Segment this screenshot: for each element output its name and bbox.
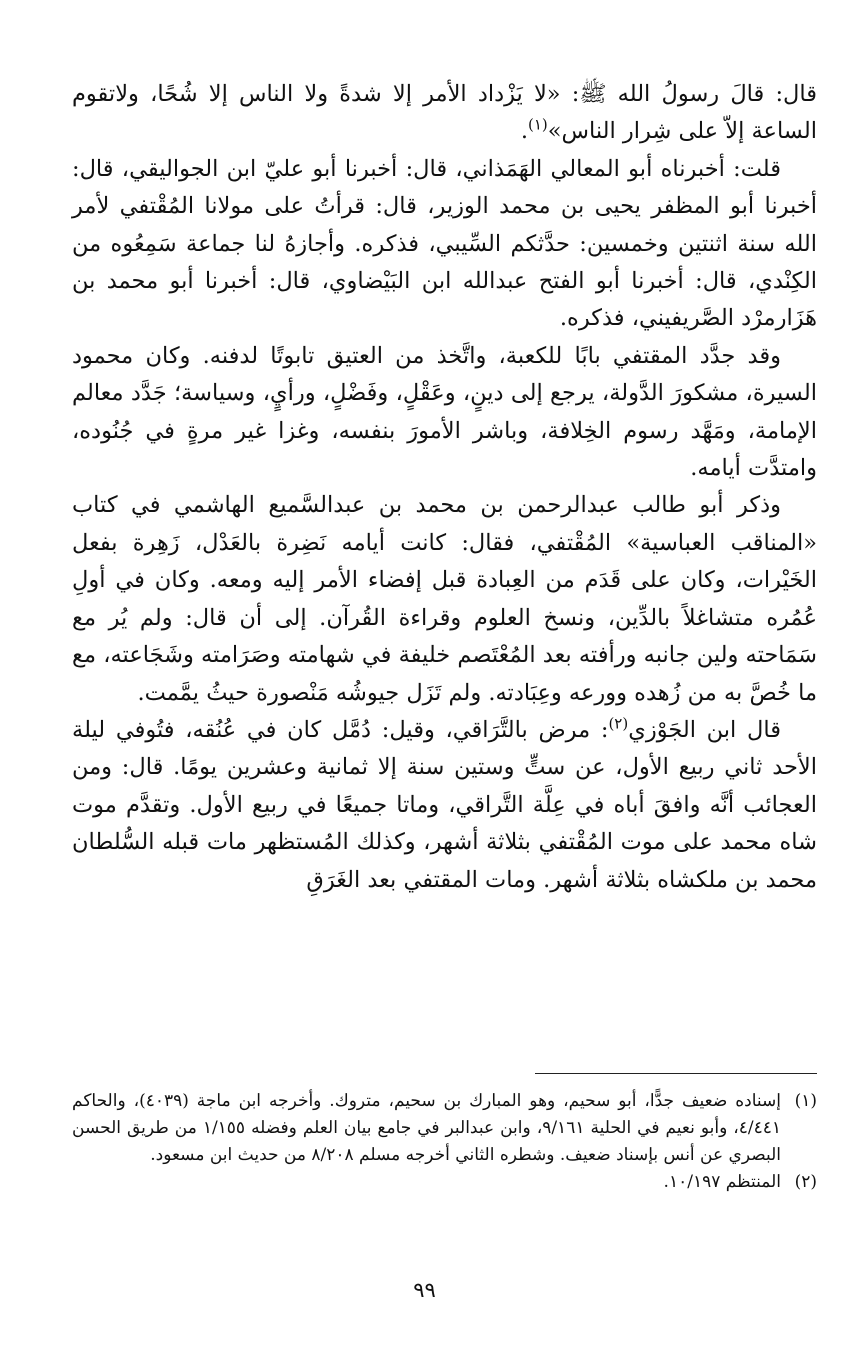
paragraph-isnad: قلت: أخبرناه أبو المعالي الهَمَذاني، قال: أخبرنا أبو عليّ ابن الجواليقي، قال: أخبرنا أبو المظفر يحيى بن محمد الوزير، قال: قرأتُ على مولانا المُقْتفي لأمر الله سنة اثنتين وخمسين: حدَّثكم السِّيبي، فذكره. وأجازهُ لنا جماعة سَمِعُوه من الكِنْدي، قال: أخبرنا أبو الفتح عبدالله ابن البَيْضاوي، قال: أخبرنا أبو محمد بن هَزَارمرْد الصَّريفيني، فذكره. <box>72 155 817 332</box>
paragraph-kaaba: وقد جدَّد المقتفي بابًا للكعبة، واتَّخذ من العتيق تابوتًا لدفنه. وكان محمود السيرة، مشكورَ الدَّولة، يرجع إلى دينٍ، وعَقْلٍ، وفَضْلٍ، ورأيٍ، وسياسة؛ جَدَّد معالم الإمامة، ومَهَّد رسوم الخِلافة، وباشر الأمورَ بنفسه، وغزا غير مرةٍ في جُنُوده، وامتدَّت أيامه. <box>72 342 817 482</box>
footnote-text: المنتظم ١٠/١٩٧. <box>663 1172 781 1192</box>
paragraph-hadith <box>72 76 817 151</box>
paragraph-ibn-jawzi-start: قال ابن الجَوْزي <box>628 716 781 743</box>
footnote-1 <box>72 1088 817 1169</box>
footnote-2 <box>72 1169 817 1196</box>
paragraph-hadith-end: . <box>520 118 528 145</box>
footnote-marker-2: (٢) <box>608 714 629 733</box>
footnote-marker-1: (١) <box>528 115 548 134</box>
paragraph-hadith-text: قال: قالَ رسولُ الله ﷺ: «لا يَزْداد الأمر إلا شدةً ولا الناس إلا شُحًا، ولاتقوم الساعة إلاّ على شِرار الناس» <box>72 81 817 145</box>
paragraph-ibn-jawzi-rest: : مرض بالتَّرَاقي، وقيل: دُمَّل كان في عُنُقه، فتُوفي ليلة الأحد ثاني ربيع الأول، عن ستٍّ وستين سنة إلا ثمانية وعشرين يومًا. قال: ومن العجائب أنَّه وافقَ أباه في عِلَّة التَّراقي، وماتا جميعًا في ربيع الأول. وتقدَّم موت شاه محمد على موت المُقْتفي بثلاثة أشهر، وكذلك المُستظهر مات قبله السُّلطان محمد بن ملكشاه بثلاثة أشهر. ومات المقتفي بعد الغَرَقِ <box>72 716 817 893</box>
footnote-number: (١) <box>794 1091 817 1111</box>
footnote-divider <box>535 1073 817 1074</box>
main-text <box>72 76 817 899</box>
footnotes <box>72 1088 817 1196</box>
footnote-number: (٢) <box>794 1172 817 1192</box>
paragraph-ibn-jawzi <box>72 712 817 899</box>
page-number: ٩٩ <box>413 1278 436 1302</box>
paragraph-manaqib: وذكر أبو طالب عبدالرحمن بن محمد بن عبدالسَّميع الهاشمي في كتاب «المناقب العباسية» المُقْتفي، فقال: كانت أيامه نَضِرة بالعَدْل، زَهِرة بفعل الخَيْرات، وكان على قَدَم من العِبادة قبل إفضاء الأمر إليه ومعه. وكان في أولِ عُمُره متشاغلاً بالدِّين، ونسخ العلوم وقراءة القُرآن. إلى أن قال: ولم يُر مع سَمَاحته ولين جانبه ورأفته بعد المُعْتَصم خليفة في شهامته وصَرَامته وشَجَاعته، مع ما خُصَّ به من زُهده وورعه وعِبَادته. ولم تَزَل جيوشُه مَنْصورة حيثُ يمَّمت. <box>72 492 817 706</box>
footnote-text: إسناده ضعيف جدًّا، أبو سحيم، وهو المبارك بن سحيم، متروك. وأخرجه ابن ماجة (٤٠٣٩)، والحاكم ٤/٤٤١، وأبو نعيم في الحلية ٩/١٦١، وابن عبدالبر في جامع بيان العلم وفضله ١/١٥٥ من طريق الحسن البصري عن أنس بإسناد ضعيف. وشطره الثاني أخرجه مسلم ٨/٢٠٨ من حديث ابن مسعود. <box>72 1091 782 1165</box>
